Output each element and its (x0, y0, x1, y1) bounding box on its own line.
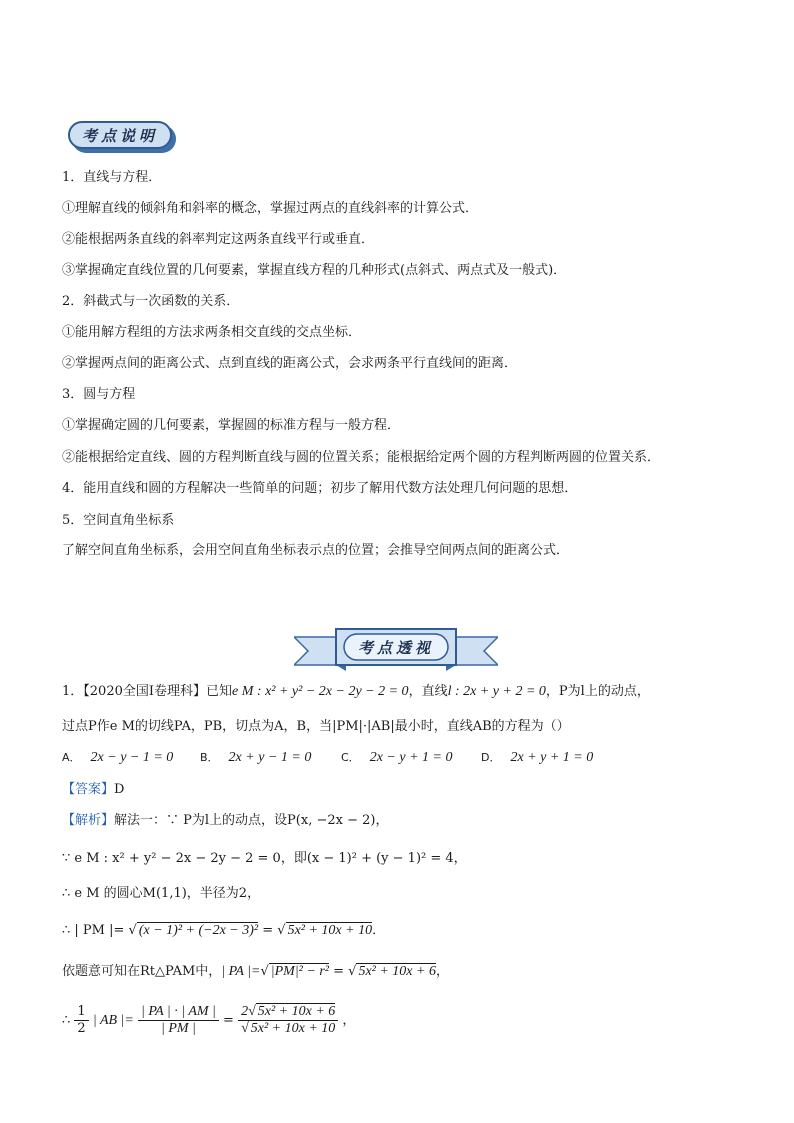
analysis-text: 解法一：∵ P为l上的动点，设P(x, −2x − 2)， (114, 813, 389, 828)
math-text: | PA |= (221, 964, 261, 979)
radicand: 5x² + 10x + 10 (250, 1021, 336, 1036)
syllabus-line: ③掌握确定直线位置的几何要素，掌握直线方程的几种形式(点斜式、两点式及一般式)． (62, 263, 567, 278)
option-label: D． (481, 751, 501, 764)
fraction-half (74, 1004, 88, 1037)
line-equation: l : 2x + y + 2 = 0 (447, 684, 546, 699)
option-c (341, 749, 452, 766)
syllabus-line: ②能根据给定直线、圆的方程判断直线与圆的位置关系；能根据给定两个圆的方程判断两圆的位置关系． (62, 450, 661, 465)
syllabus-line: ②能根据两条直线的斜率判定这两条直线平行或垂直． (62, 232, 375, 247)
problem-text: ， (545, 684, 559, 699)
option-d (481, 749, 593, 766)
radicand: 5x² + 10x + 6 (257, 1004, 336, 1019)
option-expression: 2x − y + 1 = 0 (369, 750, 453, 765)
sqrt-sign: √ (128, 923, 137, 938)
syllabus-line: 2．斜截式与一次函数的关系． (62, 294, 240, 309)
analysis-text: 依题意可知在Rt△PAM中， (62, 964, 222, 979)
option-expression: 2x + y + 1 = 0 (510, 750, 594, 765)
coefficient: 2 (241, 1004, 249, 1019)
analysis-text: ∴ | PM |= (62, 923, 125, 938)
badge-face (68, 121, 172, 149)
analysis-line-3: ∴ e M 的圆心M(1,1)，半径为2， (62, 886, 261, 901)
syllabus-line: ①能用解方程组的方法求两条相交直线的交点坐标． (62, 325, 362, 340)
option-label: B． (200, 751, 219, 764)
problem-text: 已知 (206, 684, 233, 699)
numerator: | PA | · | AM | (138, 1004, 219, 1021)
problem-line-1 (62, 683, 650, 701)
analysis-text: ∴ (62, 1013, 71, 1028)
denominator: 2 (77, 1021, 86, 1036)
problem-line-2: 过点P作e M的切线PA，PB，切点为A，B，当|PM|·|AB|最小时，直线AB的方程为（） (62, 719, 570, 734)
option-label: C． (341, 751, 360, 764)
analysis-line-5 (62, 963, 449, 981)
sqrt-sign: √ (260, 964, 269, 979)
analysis-tag: 【解析】 (62, 813, 115, 828)
fraction-2 (238, 1004, 338, 1037)
option-expression: 2x − y − 1 = 0 (90, 750, 174, 765)
punct: ． (372, 923, 386, 938)
fraction-1 (138, 1004, 219, 1037)
syllabus-line: ②掌握两点间的距离公式、点到直线的距离公式，会求两条平行直线间的距离． (62, 356, 518, 371)
option-b (200, 749, 311, 766)
sqrt-sign: √ (348, 964, 357, 979)
syllabus-line: ①理解直线的倾斜角和斜率的概念，掌握过两点的直线斜率的计算公式． (62, 201, 479, 216)
radicand: 5x² + 10x + 6 (358, 964, 436, 979)
section-badge-kaodian-shuoming (68, 121, 178, 155)
section-badge-kaodian-toushi (294, 625, 498, 671)
math-text: | AB |= (92, 1013, 134, 1028)
punct: ， (342, 1013, 356, 1028)
syllabus-line: 4．能用直线和圆的方程解决一些简单的问题；初步了解用代数方法处理几何问题的思想． (62, 481, 578, 496)
radicand: 5x² + 10x + 10 (287, 923, 373, 938)
analysis-line-1 (62, 812, 388, 830)
problem-text: ，直线 (408, 684, 448, 699)
syllabus-line: 3．圆与方程 (62, 387, 136, 402)
answer-line (62, 781, 124, 799)
equals: = (328, 964, 349, 979)
denominator: | PM | (160, 1021, 196, 1036)
answer-value: D (114, 782, 125, 797)
analysis-line-6 (62, 1004, 355, 1038)
syllabus-line: 1．直线与方程． (62, 170, 162, 185)
badge-label: 考点说明 (81, 126, 158, 145)
numerator: 1 (74, 1004, 88, 1021)
problem-source: 【2020全国Ⅰ卷理科】 (83, 684, 207, 699)
analysis-line-4 (62, 922, 385, 940)
radicand: (x − 1)² + (−2x − 3)² (138, 923, 259, 938)
problem-text: P为l上的动点， (558, 684, 650, 699)
circle-equation: e M : x² + y² − 2x − 2y − 2 = 0 (232, 684, 409, 699)
option-a (62, 749, 173, 766)
option-label: A． (62, 751, 81, 764)
equals: = (258, 923, 278, 938)
analysis-line-2: ∵ e M : x² + y² − 2x − 2y − 2 = 0，即(x − 1)² + (y − 1)² = 4， (62, 851, 467, 866)
punct: ， (435, 964, 449, 979)
syllabus-line: 了解空间直角坐标系，会用空间直角坐标表示点的位置；会推导空间两点间的距离公式． (62, 543, 570, 558)
problem-number: 1． (62, 684, 84, 699)
sqrt-sign: √ (277, 923, 286, 938)
numerator: 2√ 5x² + 10x + 6 (238, 1004, 338, 1021)
badge-label: 考点透视 (357, 639, 434, 657)
syllabus-line: ①掌握确定圆的几何要素，掌握圆的标准方程与一般方程． (62, 418, 401, 433)
equals: = (223, 1013, 239, 1028)
syllabus-line: 5．空间直角坐标系 (62, 513, 175, 528)
option-expression: 2x + y − 1 = 0 (228, 750, 312, 765)
answer-tag: 【答案】 (62, 782, 115, 797)
denominator: √ 5x² + 10x + 10 (241, 1021, 336, 1036)
radicand: |PM|² − r² (270, 964, 329, 979)
